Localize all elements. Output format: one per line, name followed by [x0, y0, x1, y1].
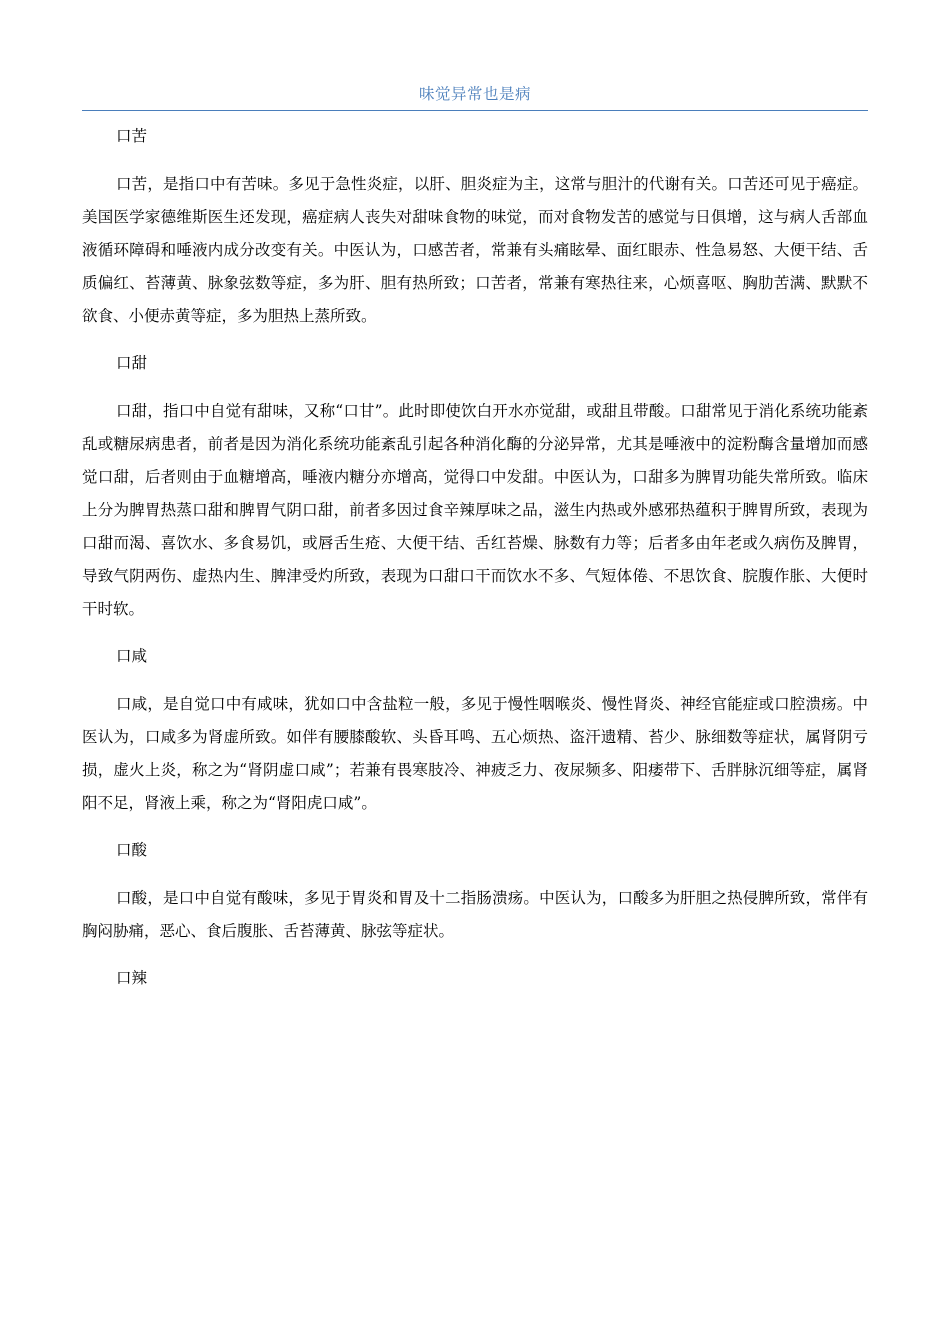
- section-text-bitter: 口苦，是指口中有苦味。多见于急性炎症，以肝、胆炎症为主，这常与胆汁的代谢有关。口苦还可见于癌症。美国医学家德维斯医生还发现，癌症病人丧失对甜味食物的味觉，而对食物发苦的感觉与日俱增，这与病人舌部血液循环障碍和唾液内成分改变有关。中医认为，口感苦者，常兼有头痛眩晕、面红眼赤、性急易怒、大便干结、舌质偏红、苔薄黄、脉象弦数等症，多为肝、胆有热所致；口苦者，常兼有寒热往来，心烦喜呕、胸肋苦满、默默不欲食、小便赤黄等症，多为胆热上蒸所致。: [82, 175, 868, 325]
- section-text-sweet: 口甜，指口中自觉有甜味，又称“口甘”。此时即使饮白开水亦觉甜，或甜且带酸。口甜常见于消化系统功能紊乱或糖尿病患者，前者是因为消化系统功能紊乱引起各种消化酶的分泌异常，尤其是唾液中的淀粉酶含量增加而感觉口甜，后者则由于血糖增高，唾液内糖分亦增高，觉得口中发甜。中医认为，口甜多为脾胃功能失常所致。临床上分为脾胃热蒸口甜和脾胃气阴口甜，前者多因过食辛辣厚味之品，滋生内热或外感邪热蕴积于脾胃所致，表现为口甜而渴、喜饮水、多食易饥，或唇舌生疮、大便干结、舌红苔燥、脉数有力等；后者多由年老或久病伤及脾胃，导致气阴两伤、虚热内生、脾津受灼所致，表现为口甜口干而饮水不多、气短体倦、不思饮食、脘腹作胀、大便时干时软。: [82, 402, 868, 618]
- section-heading-bitter: 口苦: [116, 127, 148, 145]
- page-header: [82, 83, 868, 111]
- page-title: 味觉异常也是病: [418, 85, 531, 103]
- section-heading-salty: 口咸: [116, 647, 148, 665]
- section-text-sour: 口酸，是口中自觉有酸味，多见于胃炎和胃及十二指肠溃疡。中医认为，口酸多为肝胆之热侵脾所致，常伴有胸闷胁痛，恶心、食后腹胀、舌苔薄黄、脉弦等症状。: [82, 889, 868, 940]
- section-text-salty: 口咸，是自觉口中有咸味，犹如口中含盐粒一般，多见于慢性咽喉炎、慢性肾炎、神经官能症或口腔溃疡。中医认为，口咸多为肾虚所致。如伴有腰膝酸软、头昏耳鸣、五心烦热、盗汗遗精、苔少、脉细数等症状，属肾阴亏损，虚火上炎，称之为“肾阴虚口咸”；若兼有畏寒肢冷、神疲乏力、夜尿频多、阳痿带下、舌胖脉沉细等症，属肾阳不足，肾液上乘，称之为“肾阳虎口咸”。: [82, 695, 868, 812]
- document-body: [82, 124, 868, 990]
- section-heading-sour: 口酸: [116, 841, 148, 859]
- section-heading-spicy: 口辣: [116, 969, 148, 987]
- section-heading-sweet: 口甜: [116, 354, 148, 372]
